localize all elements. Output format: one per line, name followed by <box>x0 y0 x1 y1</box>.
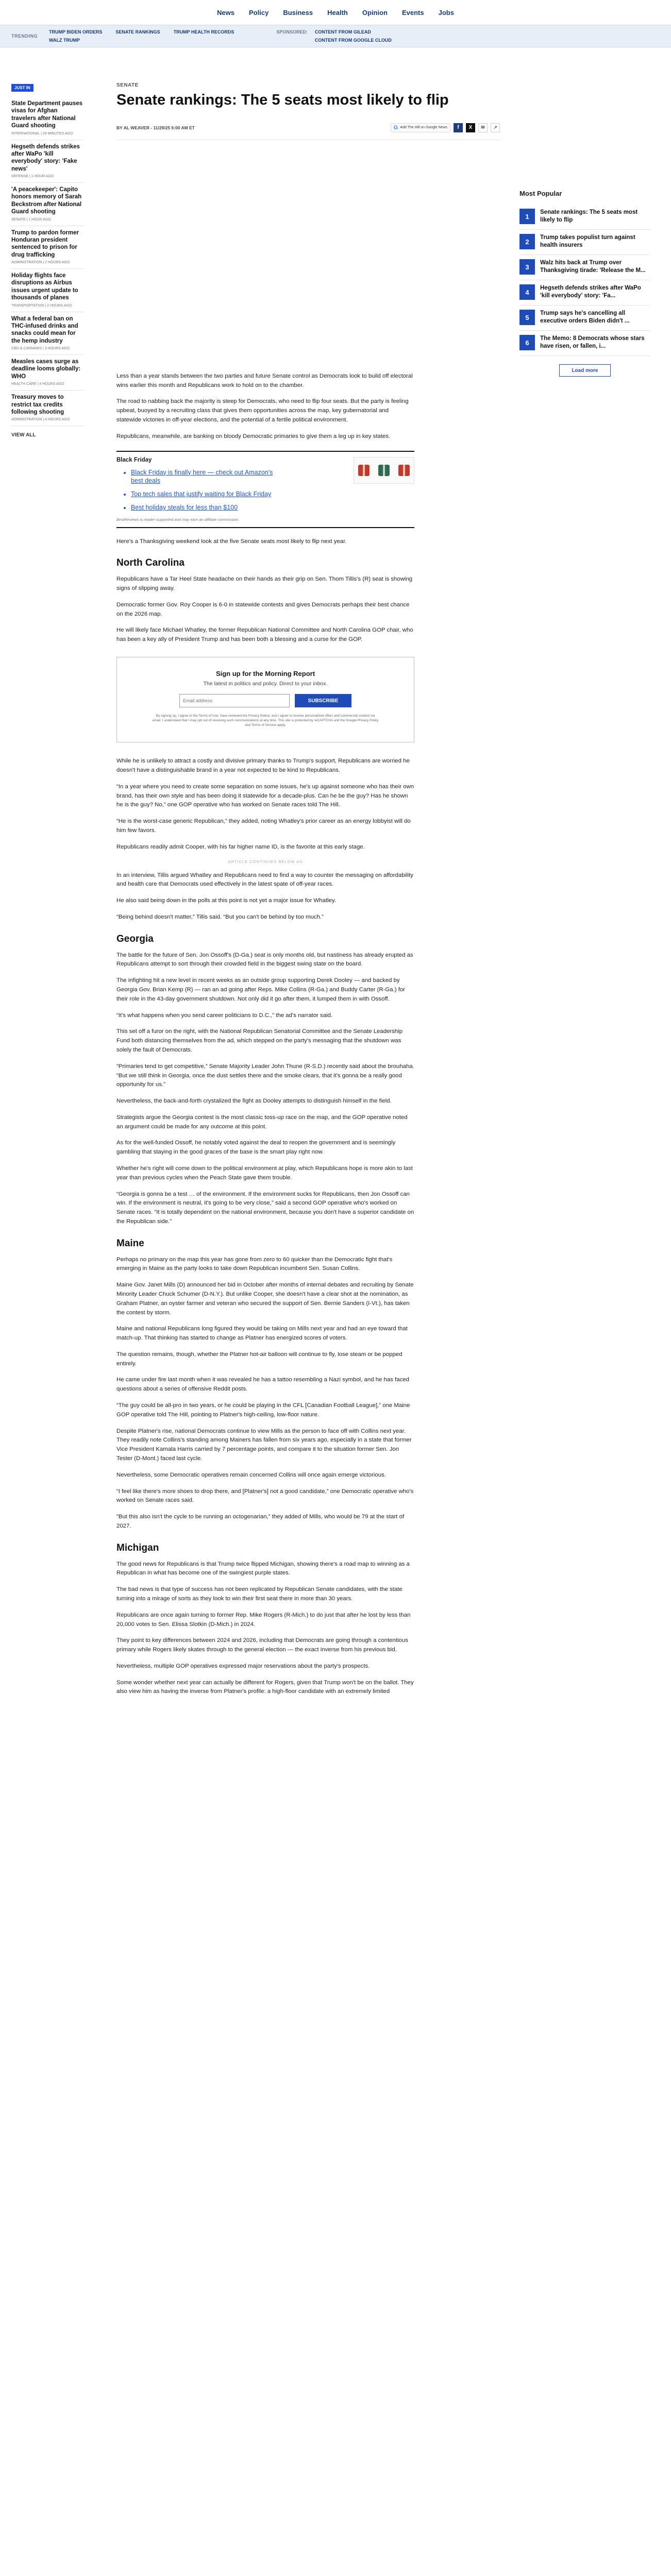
paragraph: He will likely face Michael Whatley, the former Republican National Committee and North Carolina GOP chair, who has been a key ally of President Trump and has been both a blessing and a curse for the GOP. <box>116 627 413 643</box>
rank-badge: 6 <box>519 335 535 350</box>
paragraph: While he is unlikely to attract a costly and divisive primary thanks to Trump's support, Republicans are worried he doesn't have a distinguishable brand in a year not expected to be kind to Republicans. <box>116 758 410 774</box>
paragraph: “Being behind doesn't matter,” Tillis said. “But you can't be behind by too much.” <box>116 913 324 920</box>
paragraph: Whether he's right will come down to the political environment at play, which Republicans hope is more akin to last year than previous cycles when the Peach State gave them trouble. <box>116 1165 413 1181</box>
just-in-title[interactable]: Measles cases surge as deadline looms globally: WHO <box>11 359 81 380</box>
google-news-button[interactable] <box>391 123 450 132</box>
section-heading-georgia: Georgia <box>116 933 154 944</box>
most-popular-item[interactable] <box>519 205 650 230</box>
x-icon[interactable]: X <box>466 123 475 132</box>
nav-events[interactable]: Events <box>401 8 424 16</box>
main-nav <box>0 0 671 25</box>
just-in-badge: JUST IN <box>11 84 33 92</box>
just-in-item[interactable] <box>11 140 83 183</box>
gift-boxes-image[interactable] <box>354 457 414 484</box>
most-popular-item[interactable] <box>519 255 650 280</box>
paragraph: “I feel like there's more shoes to drop there, and [Platner's] not a good candidate,” one Democratic operative who's worked on Senate races said. <box>116 1488 414 1504</box>
deal-link[interactable]: • Top tech sales that justify waiting for Black Friday <box>131 490 276 498</box>
share-buttons <box>391 123 500 132</box>
trending-item[interactable]: TRUMP HEALTH RECORDS <box>173 29 234 35</box>
paragraph: “In a year where you need to create some separation on some issues, he's up against someone who has their own brand, has their own style and has been doing it statewide for a decade-plus. Can he be the guy? Has he shown he is the guy? No,” one GOP operative who has worked on Senate races told The Hill. <box>116 783 414 808</box>
newsletter-title: Sign up for the Morning Report <box>215 670 315 678</box>
just-in-meta: HEALTH CARE | 4 HOURS AGO <box>11 382 64 386</box>
media-slot <box>116 140 500 372</box>
paragraph: “Georgia is gonna be a test … of the environment. If the environment sucks for Republicans, then Jon Ossoff can win. If the environment is neutral, it's going to be very close,” said a second GOP operative who's worked on Senate races. “It is totally dependent on the national environment, because you don't have a superior candidate on the Republican side.” <box>116 1191 414 1225</box>
view-all-link[interactable]: VIEW ALL <box>11 432 36 438</box>
load-more-button[interactable]: Load more <box>559 364 611 377</box>
just-in-item[interactable] <box>11 183 83 226</box>
paragraph: The bad news is that type of success has not been replicated by Republican Senate candidates, with the state turning into a mirage of sorts as they look to win their first seat there in more than 30 years. <box>116 1586 402 1602</box>
paragraph: “It's what happens when you send career politicians to D.C.,” the ad's narrator said. <box>116 1012 333 1019</box>
just-in-item[interactable] <box>11 355 83 391</box>
just-in-meta: TRANSPORTATION | 2 HOURS AGO <box>11 303 72 308</box>
trending-label: TRENDING <box>11 33 38 39</box>
just-in-meta: CBD & CANNABIS | 3 HOURS AGO <box>11 347 70 350</box>
newsletter-legal: By signing up, I agree to the Terms of Use, have reviewed the Privacy Notice, and I agree to receive personalized offers and commercial content via email. I understand that I may opt out of receiving such communications at any time. This site is protected by reCAPTCHA and the Google Privacy Policy and Terms of Service apply. <box>152 714 379 727</box>
sponsored-list <box>276 29 392 43</box>
sponsored-spacer <box>276 38 308 43</box>
newsletter-subtitle: The latest in politics and policy. Direct to your inbox. <box>203 681 328 687</box>
rank-badge: 5 <box>519 310 535 325</box>
paragraph: Nevertheless, some Democratic operatives remain concerned Collins will once again emerge victorious. <box>116 1471 386 1478</box>
link-icon[interactable]: ↗ <box>491 123 500 132</box>
paragraph: Perhaps no primary on the map this year has gone from zero to 60 quicker than the Democratic fight that's emerging in Maine as the party looks to take down Republican incumbent Sen. Susan Collins. <box>116 1256 393 1272</box>
rank-badge: 1 <box>519 209 535 224</box>
section-heading-maine: Maine <box>116 1238 144 1249</box>
most-popular-headline[interactable]: Senate rankings: The 5 seats most likely to flip <box>540 209 638 223</box>
just-in-meta: DEFENSE | 1 HOUR AGO <box>11 175 54 178</box>
nav-opinion[interactable]: Opinion <box>362 8 388 16</box>
just-in-title[interactable]: Holiday flights face disruptions as Airbus issues urgent update to thousands of planes <box>11 273 78 301</box>
black-friday-title: Black Friday <box>116 456 152 463</box>
email-input[interactable] <box>179 694 290 707</box>
nav-policy[interactable]: Policy <box>249 8 269 16</box>
just-in-title[interactable]: 'A peacekeeper': Capito honors memory of Sarah Beckstrom after National Guard shooting <box>11 187 82 215</box>
nav-health[interactable]: Health <box>327 8 348 16</box>
email-icon[interactable]: ✉ <box>478 123 488 132</box>
paragraph: Nevertheless, the back-and-forth crystalized the fight as Dooley attempts to distinguish himself in the field. <box>116 1098 392 1105</box>
trending-bar <box>0 25 671 47</box>
just-in-item[interactable] <box>11 269 83 312</box>
gift-icon <box>378 465 390 476</box>
google-icon: G <box>393 124 398 131</box>
most-popular-headline[interactable]: The Memo: 8 Democrats whose stars have risen, or fallen, i... <box>540 335 645 349</box>
ad-label: ARTICLE CONTINUES BELOW AD <box>228 859 303 864</box>
section-label[interactable]: SENATE <box>116 82 139 88</box>
paragraph: The battle for the future of Sen. Jon Ossoff's (D-Ga.) seat is only months old, but nastiness has already erupted as Republicans attempt to sort through their crowded field in the biggest swing state on the board. <box>116 952 413 968</box>
paragraph: Strategists argue the Georgia contest is the most classic toss-up race on the map, and the GOP operative noted an argument could be made for any outcome at this point. <box>116 1114 408 1130</box>
just-in-item[interactable] <box>11 391 83 426</box>
black-friday-module <box>116 451 414 528</box>
paragraph: As for the well-funded Ossoff, he notably voted against the deal to reopen the government and is seemingly gambling that staying in the good graces of the base is the smart play right now. <box>116 1140 396 1156</box>
article-headline: Senate rankings: The 5 seats most likely to flip <box>116 92 449 108</box>
rank-badge: 2 <box>519 234 535 249</box>
most-popular-item[interactable] <box>519 280 650 306</box>
deal-link[interactable]: • Best holiday steals for less than $100 <box>131 503 276 512</box>
facebook-icon[interactable]: f <box>454 123 463 132</box>
paragraph: Republicans are once again turning to former Rep. Mike Rogers (R-Mich.) to do just that after he lost by less than 20,000 votes to Sen. Elissa Slotkin (D-Mich.) in 2024. <box>116 1612 411 1628</box>
paragraph: “But this also isn't the cycle to be running an octogenarian,” they added of Mills, who would be 79 at the start of 2027. <box>116 1514 405 1529</box>
affiliate-note: BestReviews is reader-supported and may earn an affiliate commission. <box>116 517 240 522</box>
rank-badge: 4 <box>519 284 535 300</box>
just-in-title[interactable]: Trump to pardon former Honduran president sentenced to prison for drug trafficking <box>11 229 79 258</box>
black-friday-links <box>116 468 276 512</box>
article-body <box>116 372 414 1697</box>
trending-item[interactable]: SENATE RANKINGS <box>115 29 160 35</box>
most-popular-item[interactable] <box>519 230 650 255</box>
paragraph: He came under fire last month when it was revealed he has a tattoo resembling a Nazi symbol, and he has faced questions about a series of offensive Reddit posts. <box>116 1377 409 1393</box>
article <box>116 82 500 1704</box>
paragraph: Some wonder whether next year can actually be different for Rogers, given that Trump won't be on the ballot. They also view him as having the inverse from Platner's profile: a high-floor candidate with an extremely limited <box>116 1679 414 1695</box>
newsletter-form <box>132 694 398 707</box>
most-popular-title: Most Popular <box>519 190 562 197</box>
sponsored-label: SPONSORED: <box>276 29 308 35</box>
most-popular-item[interactable] <box>519 331 650 356</box>
sponsored-item[interactable]: CONTENT FROM GILEAD <box>314 29 371 35</box>
trending-list <box>49 29 234 43</box>
paragraph: Republicans readily admit Cooper, with his far higher name ID, is the favorite at this early stage. <box>116 843 365 850</box>
most-popular-item[interactable] <box>519 306 650 331</box>
just-in-meta: ADMINISTRATION | 4 HOURS AGO <box>11 418 70 422</box>
most-popular-headline[interactable]: Trump says he's cancelling all executive orders Biden didn't ... <box>540 310 630 324</box>
nav-business[interactable]: Business <box>283 8 313 16</box>
trending-item[interactable]: WALZ TRUMP <box>49 38 80 43</box>
newsletter-signup <box>116 657 414 742</box>
paragraph: Democratic former Gov. Roy Cooper is 6-0 in statewide contests and gives Democrats perhaps their best chance on the 2026 map. <box>116 601 410 617</box>
gift-icon <box>358 465 370 476</box>
deal-link[interactable]: • Black Friday is finally here — check out Amazon's best deals <box>131 468 276 485</box>
byline-row <box>116 123 500 140</box>
section-heading-north-carolina: North Carolina <box>116 557 184 569</box>
just-in-rail <box>11 82 83 438</box>
most-popular-headline[interactable]: Trump takes populist turn against health insurers <box>540 234 635 248</box>
paragraph: “Primaries tend to get competitive,” Senate Majority Leader John Thune (R-S.D.) recently said about the brouhaha. “But we still think in Georgia, once the dust settles there and the smoke clears, that it's gonna be a really good opportunity for us.” <box>116 1063 414 1088</box>
most-popular-rail <box>519 190 650 377</box>
section-heading-michigan: Michigan <box>116 1542 159 1553</box>
paragraph: Here's a Thanksgiving weekend look at the five Senate seats most likely to flip next year. <box>116 538 347 545</box>
trending-item[interactable]: TRUMP BIDEN ORDERS <box>49 29 103 35</box>
paragraph: Republicans, meanwhile, are banking on bloody Democratic primaries to give them a leg up in key states. <box>116 433 391 439</box>
just-in-title[interactable]: What a federal ban on THC-infused drinks and snacks could mean for the hemp industry <box>11 315 78 344</box>
gift-icon <box>398 465 410 476</box>
paragraph: Nevertheless, multiple GOP operatives expressed major reservations about the party's prospects. <box>116 1663 370 1669</box>
paragraph: Maine and national Republicans long figured they would be taking on Mills next year and had an eye toward that match-up. That thinking has started to change as Platner has energized scores of voters. <box>116 1326 408 1342</box>
paragraph: The infighting hit a new level in recent weeks as an outside group supporting Derek Dooley — and backed by Georgia Gov. Brian Kemp (R) — ran an ad going after Reps. Mike Collins (R-Ga.) and Buddy Carter (R-Ga.) for their role in the 43-day government shutdown. Not only did it go after them, it lumped them in with Ossoff. <box>116 977 406 1002</box>
paragraph: Less than a year stands between the two parties and future Senate control as Democrats look to build off electoral wins earlier this month and Republicans work to hold on to the chamber. <box>116 372 413 388</box>
just-in-title[interactable]: State Department pauses visas for Afghan travelers after National Guard shooting <box>11 100 83 129</box>
just-in-item[interactable] <box>11 97 83 140</box>
subscribe-button[interactable]: SUBSCRIBE <box>295 694 351 707</box>
paragraph: Republicans have a Tar Heel State headache on their hands as their grip on Sen. Thom Tillis's (R) seat is showing signs of slipping away. <box>116 576 413 592</box>
most-popular-headline[interactable]: Walz hits back at Trump over Thanksgiving tirade: 'Release the M... <box>540 260 646 274</box>
just-in-item[interactable] <box>11 312 83 355</box>
just-in-meta: INTERNATIONAL | 29 MINUTES AGO <box>11 131 73 135</box>
paragraph: Despite Platner's rise, national Democrats continue to view Mills as the person to face off with Collins next year. They readily note Collins's standing among Mainers has fallen from six years ago, especially in a state that former Vice President Kamala Harris carried by 7 percentage points, and compare it to the situation former Sen. Jon Tester (D-Mont.) faced last cycle. <box>116 1428 412 1462</box>
sponsored-item[interactable]: CONTENT FROM GOOGLE CLOUD <box>314 38 392 43</box>
paragraph: The road to nabbing back the majority is steep for Democrats, who need to flip four seats. But the party is feeling upbeat, buoyed by a recruiting class that gives them opportunities across the map, key gubernatorial and statewide victories in off-year elections, and the potential of a fertile political environment. <box>116 398 409 423</box>
byline: BY AL WEAVER - 11/29/25 6:00 AM ET <box>116 125 195 130</box>
paragraph: He also said being down in the polls at this point is not yet a major issue for Whatley. <box>116 897 336 904</box>
just-in-title[interactable]: Hegseth defends strikes after WaPo 'kill everybody' story: 'Fake news' <box>11 143 80 172</box>
paragraph: In an interview, Tillis argued Whatley and Republicans need to find a way to counter the messaging on affordability and health care that Democrats used effectively in the latest spate of off-year races. <box>116 872 413 888</box>
nav-jobs[interactable]: Jobs <box>438 8 454 16</box>
paragraph: They point to key differences between 2024 and 2026, including that Democrats are going through a contentious primary while Rogers likely skates through to the general election — the exact inverse from his previous bid. <box>116 1637 408 1653</box>
paragraph: “He is the worst-case generic Republican,” they added, noting Whatley's prior career as an energy lobbyist will do him few favors. <box>116 818 411 834</box>
google-news-label: Add The Hill on Google News <box>400 126 447 130</box>
paragraph: Maine Gov. Janet Mills (D) announced her bid in October after months of internal debates and recruiting by Senate Minority Leader Chuck Schumer (D-N.Y.). But unlike Cooper, she doesn't have a clear shot at the nomination, as Graham Platner, an oyster farmer and veteran who secured the support of Sen. Bernie Sanders (I-Vt.), has taken the contest by storm. <box>116 1282 414 1316</box>
just-in-meta: ADMINISTRATION | 2 HOURS AGO <box>11 261 70 264</box>
paragraph: The question remains, though, whether the Platner hot-air balloon will continue to fly, lose steam or be popped entirely. <box>116 1351 402 1367</box>
paragraph: “The guy could be all-pro in two years, or he could be playing in the CFL [Canadian Football League],” one Maine GOP operative told The Hill, pointing to Platner's high-ceiling, low-floor nature. <box>116 1402 410 1418</box>
paragraph: The good news for Republicans is that Trump twice flipped Michigan, showing there's a road map to winning as a Republican in what has become one of the swingiest purple states. <box>116 1561 410 1577</box>
just-in-item[interactable] <box>11 226 83 269</box>
most-popular-headline[interactable]: Hegseth defends strikes after WaPo 'kill everybody' story: 'Fa... <box>540 285 641 299</box>
paragraph: This set off a furor on the right, with the National Republican Senatorial Committee and the Senate Leadership Fund both distancing themselves from the ad, which stepped on the party's messaging that the shutdown was solely the fault of Democrats. <box>116 1028 403 1053</box>
just-in-title[interactable]: Treasury moves to restrict tax credits following shooting <box>11 394 64 415</box>
nav-news[interactable]: News <box>217 8 235 16</box>
rank-badge: 3 <box>519 259 535 275</box>
just-in-meta: SENATE | 1 HOUR AGO <box>11 217 51 222</box>
